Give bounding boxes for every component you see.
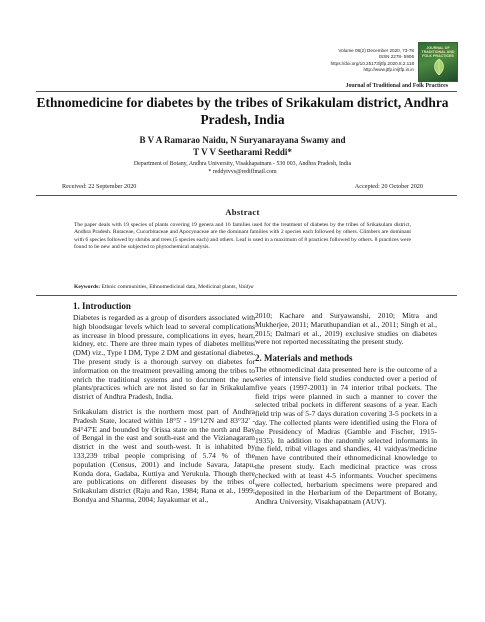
intro-heading: 1. Introduction <box>73 301 131 311</box>
keywords-italic: Vaidya <box>238 284 254 290</box>
journal-cover <box>418 42 458 82</box>
authors-line-2: T V V Seetharami Reddi* <box>193 146 292 157</box>
abstract-heading: Abstract <box>225 207 260 217</box>
dates-divider <box>36 195 457 196</box>
website-link[interactable]: http://www.jtfp.in/jtfp.in.in <box>363 66 414 72</box>
paper-title: Ethnomedicine for diabetes by the tribes of Srikakulam district, Andhra Pradesh, India <box>36 95 449 127</box>
volume-line: Volume 08(2) December 2020, 73-78 <box>338 48 414 53</box>
left-column <box>73 301 255 511</box>
methods-heading: 2. Materials and methods <box>255 353 353 364</box>
intro-paragraph-2: Srikakulam district is the northern most part of Andhra Pradesh State, located within 18°5' - 19°12'N and 83°32' - 84°47'E and bounded by Orissa state on the north and Bay of Bengal in the east and south-east and the Vizianagaram district in the west and south-west. It is inhabited by 133,239 tribal people comprising of 5.74 % of the population (Census, 2001) and include Savara, Jatapu, Konda dora, Gadaba, Kuttiya and Yerukula. Though there are publications on different diseases by the tribes of Srikakulam district (Raju and Rao, 1984; Rana et al., 1999; Bondya and Sharma, 2004; Jayakumar et al., <box>73 406 255 504</box>
accepted-date: Accepted: 20 October 2020 <box>354 183 423 190</box>
intro-paragraph-continued: 2010; Kachare and Suryawanshi, 2010; Mitra and Mukherjee, 2011; Maruthupandian et al., 2011; Singh et al., 2015; Dalmari et al., 2019) exclusive studies on diabetes were not reported necessitating the present study. <box>255 311 437 347</box>
affiliation: Department of Botany, Andhra University, Visakhapatnam - 530 003, Andhra Pradesh, India <box>133 161 352 167</box>
right-column <box>255 312 437 513</box>
leaf-icon <box>431 58 447 76</box>
cover-title: JOURNAL OF TRADITIONAL AND FOLK PRACTICES <box>421 46 455 59</box>
received-date: Received: 22 September 2020 <box>62 183 137 190</box>
corresponding-email[interactable]: * reddytvvs@rediffmail.com <box>208 168 277 175</box>
doi-link[interactable]: https://doi.org/10.25173/jtfp.2020.8.2.118 <box>330 60 414 66</box>
journal-meta <box>262 48 414 73</box>
abstract-divider <box>36 295 457 296</box>
authors-line-1: B V A Ramarao Naidu, N Suryanarayana Swamy and <box>139 135 346 145</box>
issn: ISSN 2278- 5906 <box>378 54 414 60</box>
keywords-label: Keywords: <box>74 284 101 290</box>
journal-name: Journal of Traditional and Folk Practices <box>345 83 448 89</box>
affiliation-block <box>40 161 445 176</box>
abstract-body: The paper deals with 19 species of plants covering 19 genera and 16 families used for the treatment of diabetes by the tribes of Srikakulam district, Andhra Pradesh. Rutaceae, Cucurbitaceae and Apocynaceae are the dominant families with 2 species each followed by others. Climbers are dominant with 6 species followed by shrubs and trees (5 species each) and others. Leaf is used in a maximum of 8 practices followed by others. 8 practices were found to be new and be subjected to phytochemical analysis. <box>74 222 411 250</box>
intro-paragraph-1: Diabetes is regarded as a group of disorders associated with high bloodsugar levels which lead to several complications as increase in blood pressure, complications in eyes, heart, kidney, etc. There are three main types of diabetes mellitus (DM) viz., Type I DM, Type 2 DM and gestational diabetes. The present study is a thorough survey on diabetes for information on the treatment prevailing among the tribes to enrich the traditional systems and to document the new plants/practices which are not listed so far in Srikakulam district of Andhra Pradesh, India. <box>73 313 255 402</box>
authors <box>40 135 445 158</box>
dates-row <box>62 183 423 190</box>
keywords <box>74 284 411 291</box>
methods-paragraph-1: The ethnomedicinal data presented here is the outcome of a series of intensive field studies conducted over a period of five years (1997-2001) in 74 interior tribal pockets. The field trips were planned in such a manner to cover the selected tribal pockets in different seasons of a year. Each field trip was of 5-7 days duration covering 3-5 pockets in a day. The collected plants were identified using the Flora of the Presidency of Madras (Gamble and Fischer, 1915-1935). In addition to the randomly selected informants in the field, tribal villages and shandies, 41 vaidyas/medicine men have contributed their ethnomedicinal knowledge to the present study. Each medicinal practice was cross checked with at least 4-5 informants. Voucher specimens were collected, herbarium specimens were prepared and deposited in the Herbarium of the Department of Botany, Andhra University, Visakhapatnam (AUV). <box>255 365 437 507</box>
header-divider <box>36 91 457 92</box>
keywords-text: Ethnic communities, Ethnomedicinal data, Medicinal plants, <box>100 284 239 290</box>
